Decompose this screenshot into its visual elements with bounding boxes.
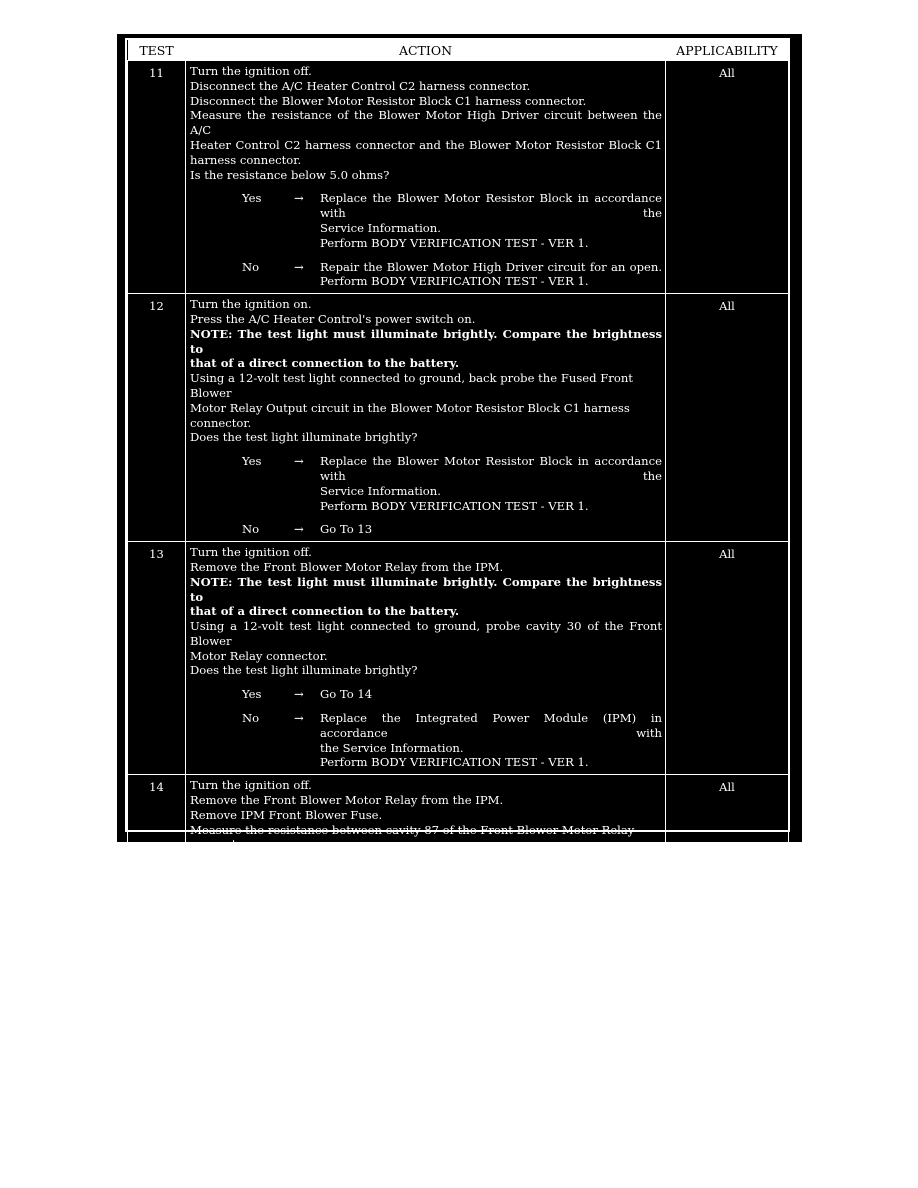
diagnostic-table bbox=[127, 40, 789, 979]
result-line: the Service Information. bbox=[320, 740, 464, 755]
result-line: Perform BODY VERIFICATION TEST - VER 1. bbox=[320, 959, 589, 974]
instruction-line: Disconnect the Blower Motor Resistor Block C1 harness connector. bbox=[190, 93, 587, 108]
header-applicability: APPLICABILITY bbox=[666, 40, 789, 61]
action-cell bbox=[186, 542, 666, 775]
yes-response bbox=[190, 454, 662, 513]
header-action: ACTION bbox=[186, 40, 666, 61]
instruction-line: Heater Control C2 harness connector and the Blower Motor Resistor Block C1 bbox=[190, 137, 662, 152]
right-arrow-icon: → bbox=[294, 454, 304, 469]
right-arrow-icon: → bbox=[294, 890, 304, 905]
applicability-cell: All bbox=[666, 294, 789, 542]
instruction-line: Disconnect the A/C Heater Control C2 harness connector. bbox=[190, 78, 531, 93]
action-cell bbox=[186, 775, 666, 979]
response-result bbox=[320, 915, 662, 974]
instruction-line: harness connector. bbox=[190, 152, 302, 167]
result-line: Service Information. bbox=[320, 220, 441, 235]
instruction-line: Turn the ignition off. bbox=[190, 778, 312, 793]
test-number: 14 bbox=[128, 775, 186, 979]
result-line: Go To 13 bbox=[320, 522, 373, 537]
instruction-line: Using a 12-volt test light connected to ground, probe cavity 30 of the Front Blower bbox=[190, 619, 662, 648]
result-line: the Service Information. bbox=[320, 944, 464, 959]
test-row bbox=[128, 542, 789, 775]
response-result bbox=[320, 454, 662, 513]
result-line: Perform BODY VERIFICATION TEST - VER 1. bbox=[320, 274, 589, 289]
instruction-line: Remove the Front Blower Motor Relay from the IPM. bbox=[190, 793, 504, 808]
action-cell bbox=[186, 61, 666, 294]
test-row bbox=[128, 294, 789, 542]
table-header-row bbox=[128, 40, 789, 61]
no-response bbox=[190, 260, 662, 290]
right-arrow-icon: → bbox=[294, 191, 304, 206]
response-answer: No bbox=[242, 914, 260, 929]
result-line: Replace the Integrated Power Module (IPM) in accordance with bbox=[320, 711, 662, 740]
instruction-line: Remove the Front Blower Motor Relay from the IPM. bbox=[190, 559, 504, 574]
response-result bbox=[320, 687, 662, 702]
instruction-line: Motor Relay connector. bbox=[190, 648, 328, 663]
instruction-line: Turn the ignition off. bbox=[190, 545, 312, 560]
result-line: Perform BODY VERIFICATION TEST - VER 1. bbox=[320, 235, 589, 250]
response-answer: Yes bbox=[242, 890, 262, 905]
right-arrow-icon: → bbox=[294, 259, 304, 274]
result-line: Perform BODY VERIFICATION TEST - VER 1. bbox=[320, 498, 589, 513]
instruction-line: Turn the ignition on. bbox=[190, 297, 312, 312]
response-answer: Yes bbox=[242, 454, 262, 469]
response-result bbox=[320, 260, 662, 290]
yes-response bbox=[190, 191, 662, 250]
right-arrow-icon: → bbox=[294, 522, 304, 537]
result-line: Perform BODY VERIFICATION TEST - VER 1. bbox=[320, 755, 589, 770]
instruction-line: Does the test light illuminate brightly? bbox=[190, 663, 418, 678]
no-response bbox=[190, 711, 662, 770]
response-result bbox=[320, 191, 662, 250]
applicability-cell: All bbox=[666, 775, 789, 979]
instruction-line: Is the resistance below 5.0 ohms? bbox=[190, 167, 390, 182]
applicability-cell: All bbox=[666, 542, 789, 775]
test-number: 11 bbox=[128, 61, 186, 294]
header-test: TEST bbox=[128, 40, 186, 61]
action-cell bbox=[186, 294, 666, 542]
no-response bbox=[190, 522, 662, 537]
instruction-line: Is the resistance below 5.0 ohms? bbox=[190, 867, 390, 882]
note-line: NOTE: The test light must illuminate brightly. Compare the brightness to bbox=[190, 326, 662, 356]
response-answer: No bbox=[242, 522, 260, 537]
note-line: that of a direct connection to the battery. bbox=[190, 604, 460, 619]
test-number: 13 bbox=[128, 542, 186, 775]
instruction-line: Using a 12-volt test light connected to ground, back probe the Fused Front Blower bbox=[190, 371, 633, 400]
test-number: 12 bbox=[128, 294, 186, 542]
right-arrow-icon: → bbox=[294, 687, 304, 702]
document-page bbox=[117, 34, 802, 974]
right-arrow-icon: → bbox=[294, 711, 304, 726]
response-result bbox=[320, 891, 662, 906]
note-line: that of a direct connection to the battery. bbox=[190, 356, 460, 371]
diagnostic-table-frame bbox=[125, 38, 790, 974]
result-line: Replace the Integrated Power Module (IPM) in accordance with bbox=[320, 914, 662, 944]
result-line: Go To 14 bbox=[320, 687, 373, 702]
response-result bbox=[320, 522, 662, 537]
instruction-line: Turn the ignition off. bbox=[190, 64, 312, 78]
result-line: Replace the Blower Motor Resistor Block in accordance with the bbox=[320, 454, 662, 483]
instruction-line: Does the test light illuminate brightly? bbox=[190, 430, 418, 445]
note-line: NOTE: The test light must illuminate brightly. Compare the brightness to bbox=[190, 574, 662, 604]
right-arrow-icon: → bbox=[294, 914, 304, 929]
response-answer: Yes bbox=[242, 191, 262, 206]
result-line: Replace the Blower Motor Resistor Block in accordance with the bbox=[320, 191, 662, 221]
test-row bbox=[128, 61, 789, 294]
result-line: Repair the Blower Motor High Driver circuit for an open. bbox=[320, 259, 662, 274]
response-answer: No bbox=[242, 711, 260, 726]
instruction-line: Measure the resistance between cavity 87 of the Front Blower Motor Relay connector bbox=[190, 822, 635, 852]
instruction-line: Remove IPM Front Blower Fuse. bbox=[190, 807, 383, 822]
yes-response bbox=[190, 891, 662, 906]
instruction-line: Motor Relay Output circuit in the Blower Motor Resistor Block C1 harness connector. bbox=[190, 400, 630, 430]
result-line: Go To 15 bbox=[320, 890, 373, 905]
applicability-cell: All bbox=[666, 61, 789, 294]
result-line: Service Information. bbox=[320, 483, 441, 498]
response-result bbox=[320, 711, 662, 770]
instruction-line: and IPM Front Blower Fuse (power input cavity). bbox=[190, 852, 480, 867]
response-answer: Yes bbox=[242, 687, 262, 702]
instruction-line: Measure the resistance of the Blower Motor High Driver circuit between the A/C bbox=[190, 108, 662, 138]
no-response bbox=[190, 915, 662, 974]
yes-response bbox=[190, 687, 662, 702]
test-row bbox=[128, 775, 789, 979]
instruction-line: Press the A/C Heater Control's power switch on. bbox=[190, 311, 476, 326]
response-answer: No bbox=[242, 259, 260, 274]
